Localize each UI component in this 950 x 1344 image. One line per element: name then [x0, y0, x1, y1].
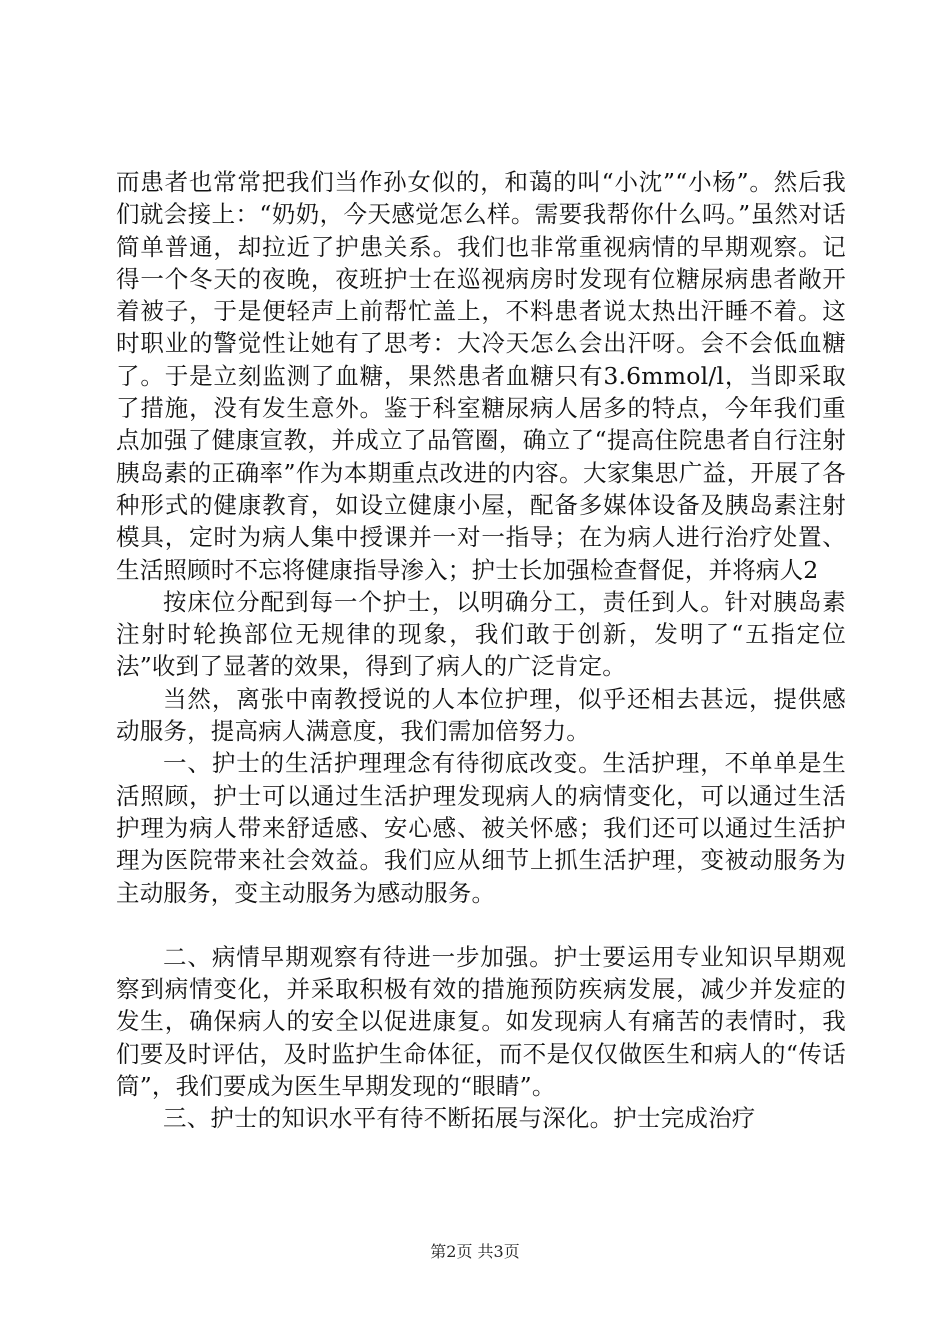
- paragraph-6: 三、护士的知识水平有待不断拓展与深化。护士完成治疗: [163, 1104, 756, 1133]
- paragraph-2: 按床位分配到每一个护士，以明确分工，责任到人。针对胰岛素注射时轮换部位无规律的现象，我们敢于创新，发明了“五指定位法”收到了显著的效果，得到了病人的广泛肯定。: [116, 587, 846, 681]
- paragraph-1: 而患者也常常把我们当作孙女似的，和蔼的叫“小沈”“小杨”。然后我们就会接上：“奶奶，今天感觉怎么样。需要我帮你什么吗。”虽然对话简单普通，却拉近了护患关系。我们也非常重视病情的早期观察。记得一个冬天的夜晚，夜班护士在巡视病房时发现有位糖尿病患者敞开着被子，于是便轻声上前帮忙盖上，不料患者说太热出汗睡不着。这时职业的警觉性让她有了思考：大冷天怎么会出汗呀。会不会低血糖了。于是立刻监测了血糖，果然患者血糖只有3.6mmol/l，当即采取了措施，没有发生意外。鉴于科室糖尿病人居多的特点，今年我们重点加强了健康宣教，并成立了品管圈，确立了“提高住院患者自行注射胰岛素的正确率”作为本期重点改进的内容。大家集思广益，开展了各种形式的健康教育，如设立健康小屋，配备多媒体设备及胰岛素注射模具，定时为病人集中授课并一对一指导；在为病人进行治疗处置、生活照顾时不忘将健康指导渗入；护士长加强检查督促，并将病人2: [116, 168, 846, 584]
- page-footer: 第2页 共3页: [430, 1242, 520, 1261]
- paragraph-3: 当然，离张中南教授说的人本位护理，似乎还相去甚远，提供感动服务，提高病人满意度，我们需加倍努力。: [116, 684, 846, 746]
- paragraph-4: 一、护士的生活护理理念有待彻底改变。生活护理，不单单是生活照顾，护士可以通过生活护理发现病人的病情变化，可以通过生活护理为病人带来舒适感、安心感、被关怀感；我们还可以通过生活护理为医院带来社会效益。我们应从细节上抓生活护理，变被动服务为主动服务，变主动服务为感动服务。: [116, 749, 846, 907]
- blank-line: [116, 909, 846, 941]
- document-body: [116, 166, 846, 1135]
- paragraph-5: 二、病情早期观察有待进一步加强。护士要运用专业知识早期观察到病情变化，并采取积极有效的措施预防疾病发展，减少并发症的发生，确保病人的安全以促进康复。如发现病人有痛苦的表情时，我们要及时评估，及时监护生命体征，而不是仅仅做医生和病人的“传话筒”，我们要成为医生早期发现的“眼睛”。: [116, 942, 846, 1101]
